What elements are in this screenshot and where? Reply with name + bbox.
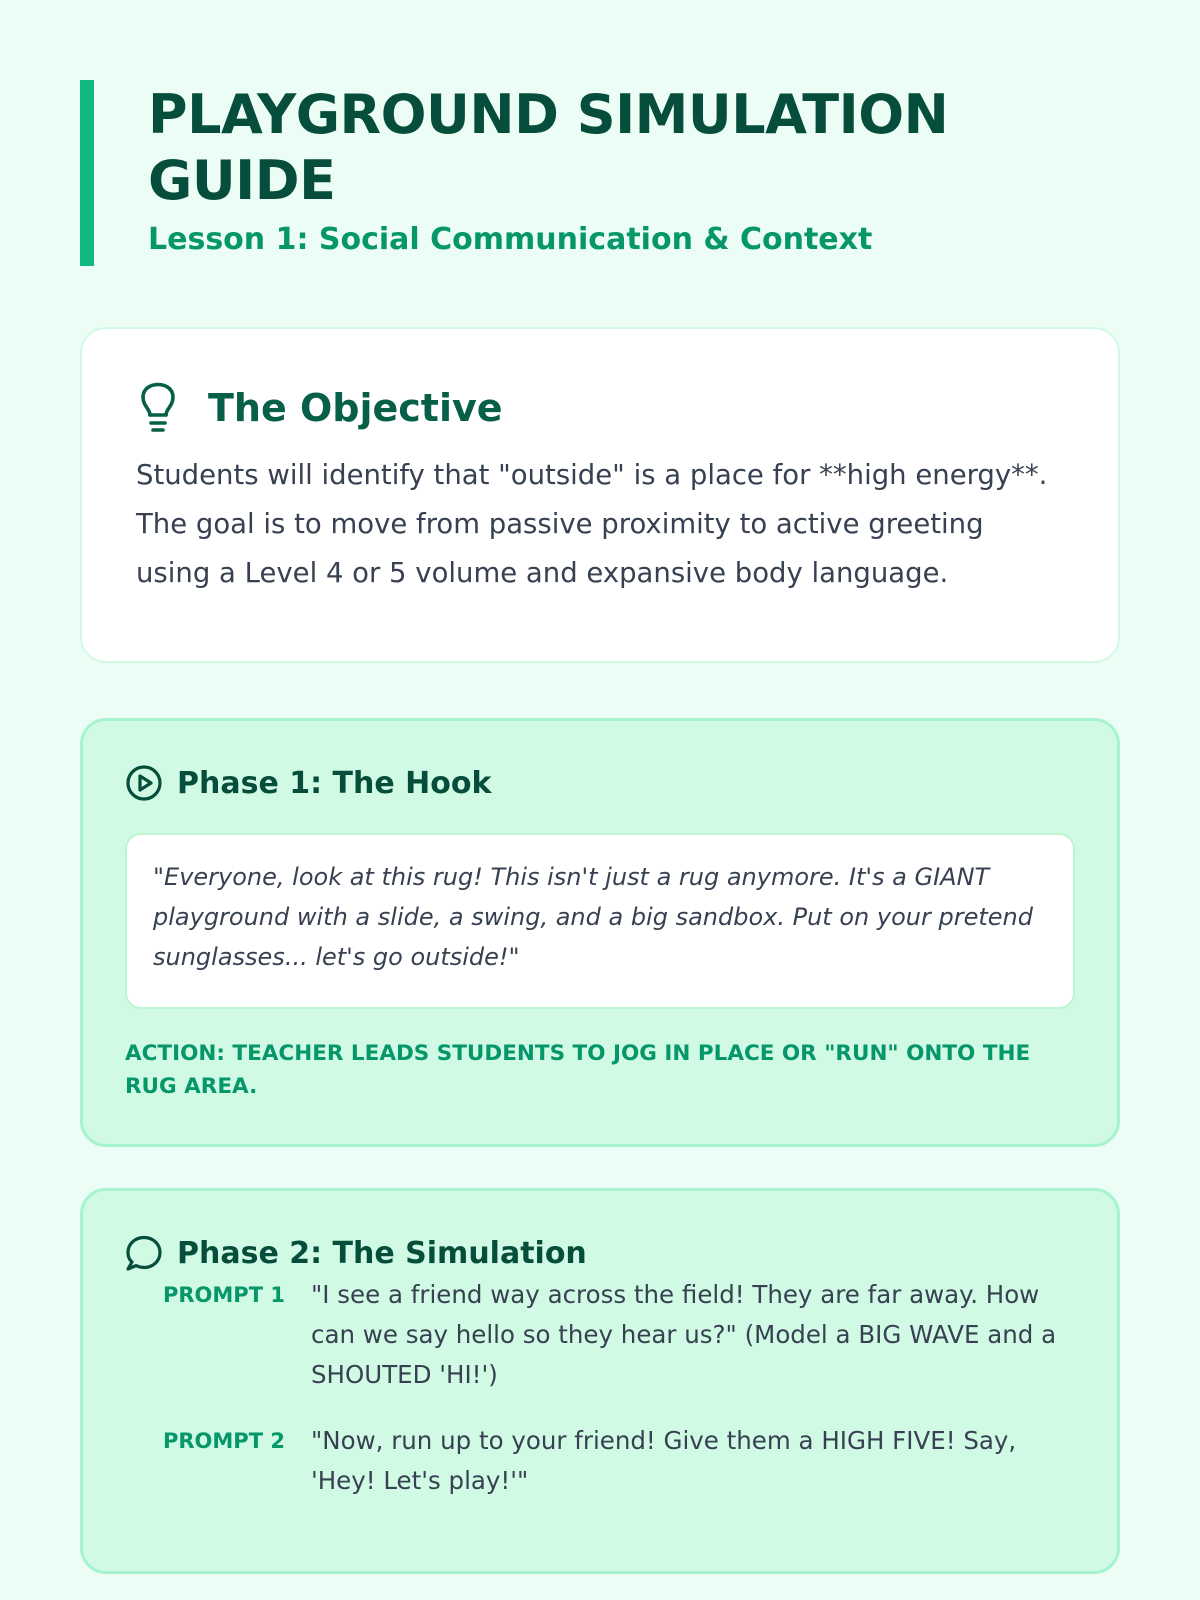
phase2-title: Phase 2: The Simulation: [177, 1235, 587, 1271]
hook-quote: "Everyone, look at this rug! This isn't just a rug anymore. It's a GIANT playground with a slide, a swing, and a big sandbox. Put on your pretend sunglasses... let's go outside!": [125, 833, 1075, 1009]
phase1-card: [80, 718, 1120, 1147]
page-title: [148, 82, 1120, 214]
objective-body: Students will identify that "outside" is a place for **high energy**. The goal is to move from passive proximity to active greeting using a Level 4 or 5 volume and expansive body language.: [136, 459, 1048, 589]
lightbulb-icon: [136, 382, 180, 434]
objective-header: [136, 377, 1064, 439]
phase2-card: [80, 1188, 1120, 1574]
page-header: [80, 80, 1120, 266]
prompt-row: [163, 1275, 1075, 1395]
page-title-line2: GUIDE: [148, 149, 336, 212]
objective-card: [80, 327, 1120, 663]
prompt-text: "Now, run up to your friend! Give them a HIGH FIVE! Say, 'Hey! Let's play!'": [311, 1426, 1017, 1495]
page-subtitle: Lesson 1: Social Communication & Context: [148, 222, 873, 257]
prompt-label: PROMPT 1: [163, 1283, 285, 1307]
hook-action: ACTION: TEACHER LEADS STUDENTS TO JOG IN PLACE OR "RUN" ONTO THE RUG AREA.: [125, 1041, 1031, 1099]
play-circle-icon: [125, 764, 163, 802]
speech-bubble-icon: [125, 1234, 163, 1272]
prompt-row: [163, 1421, 1075, 1501]
phase1-title: Phase 1: The Hook: [177, 765, 492, 801]
phase1-header: [125, 761, 1075, 805]
phase2-header: [125, 1231, 1075, 1275]
prompt-label: PROMPT 2: [163, 1429, 285, 1453]
page-title-line1: PLAYGROUND SIMULATION: [148, 83, 949, 146]
objective-title: The Objective: [208, 386, 503, 430]
prompt-text: "I see a friend way across the field! They are far away. How can we say hello so they hear us?" (Model a BIG WAVE and a SHOUTED 'HI!'): [311, 1280, 1057, 1389]
